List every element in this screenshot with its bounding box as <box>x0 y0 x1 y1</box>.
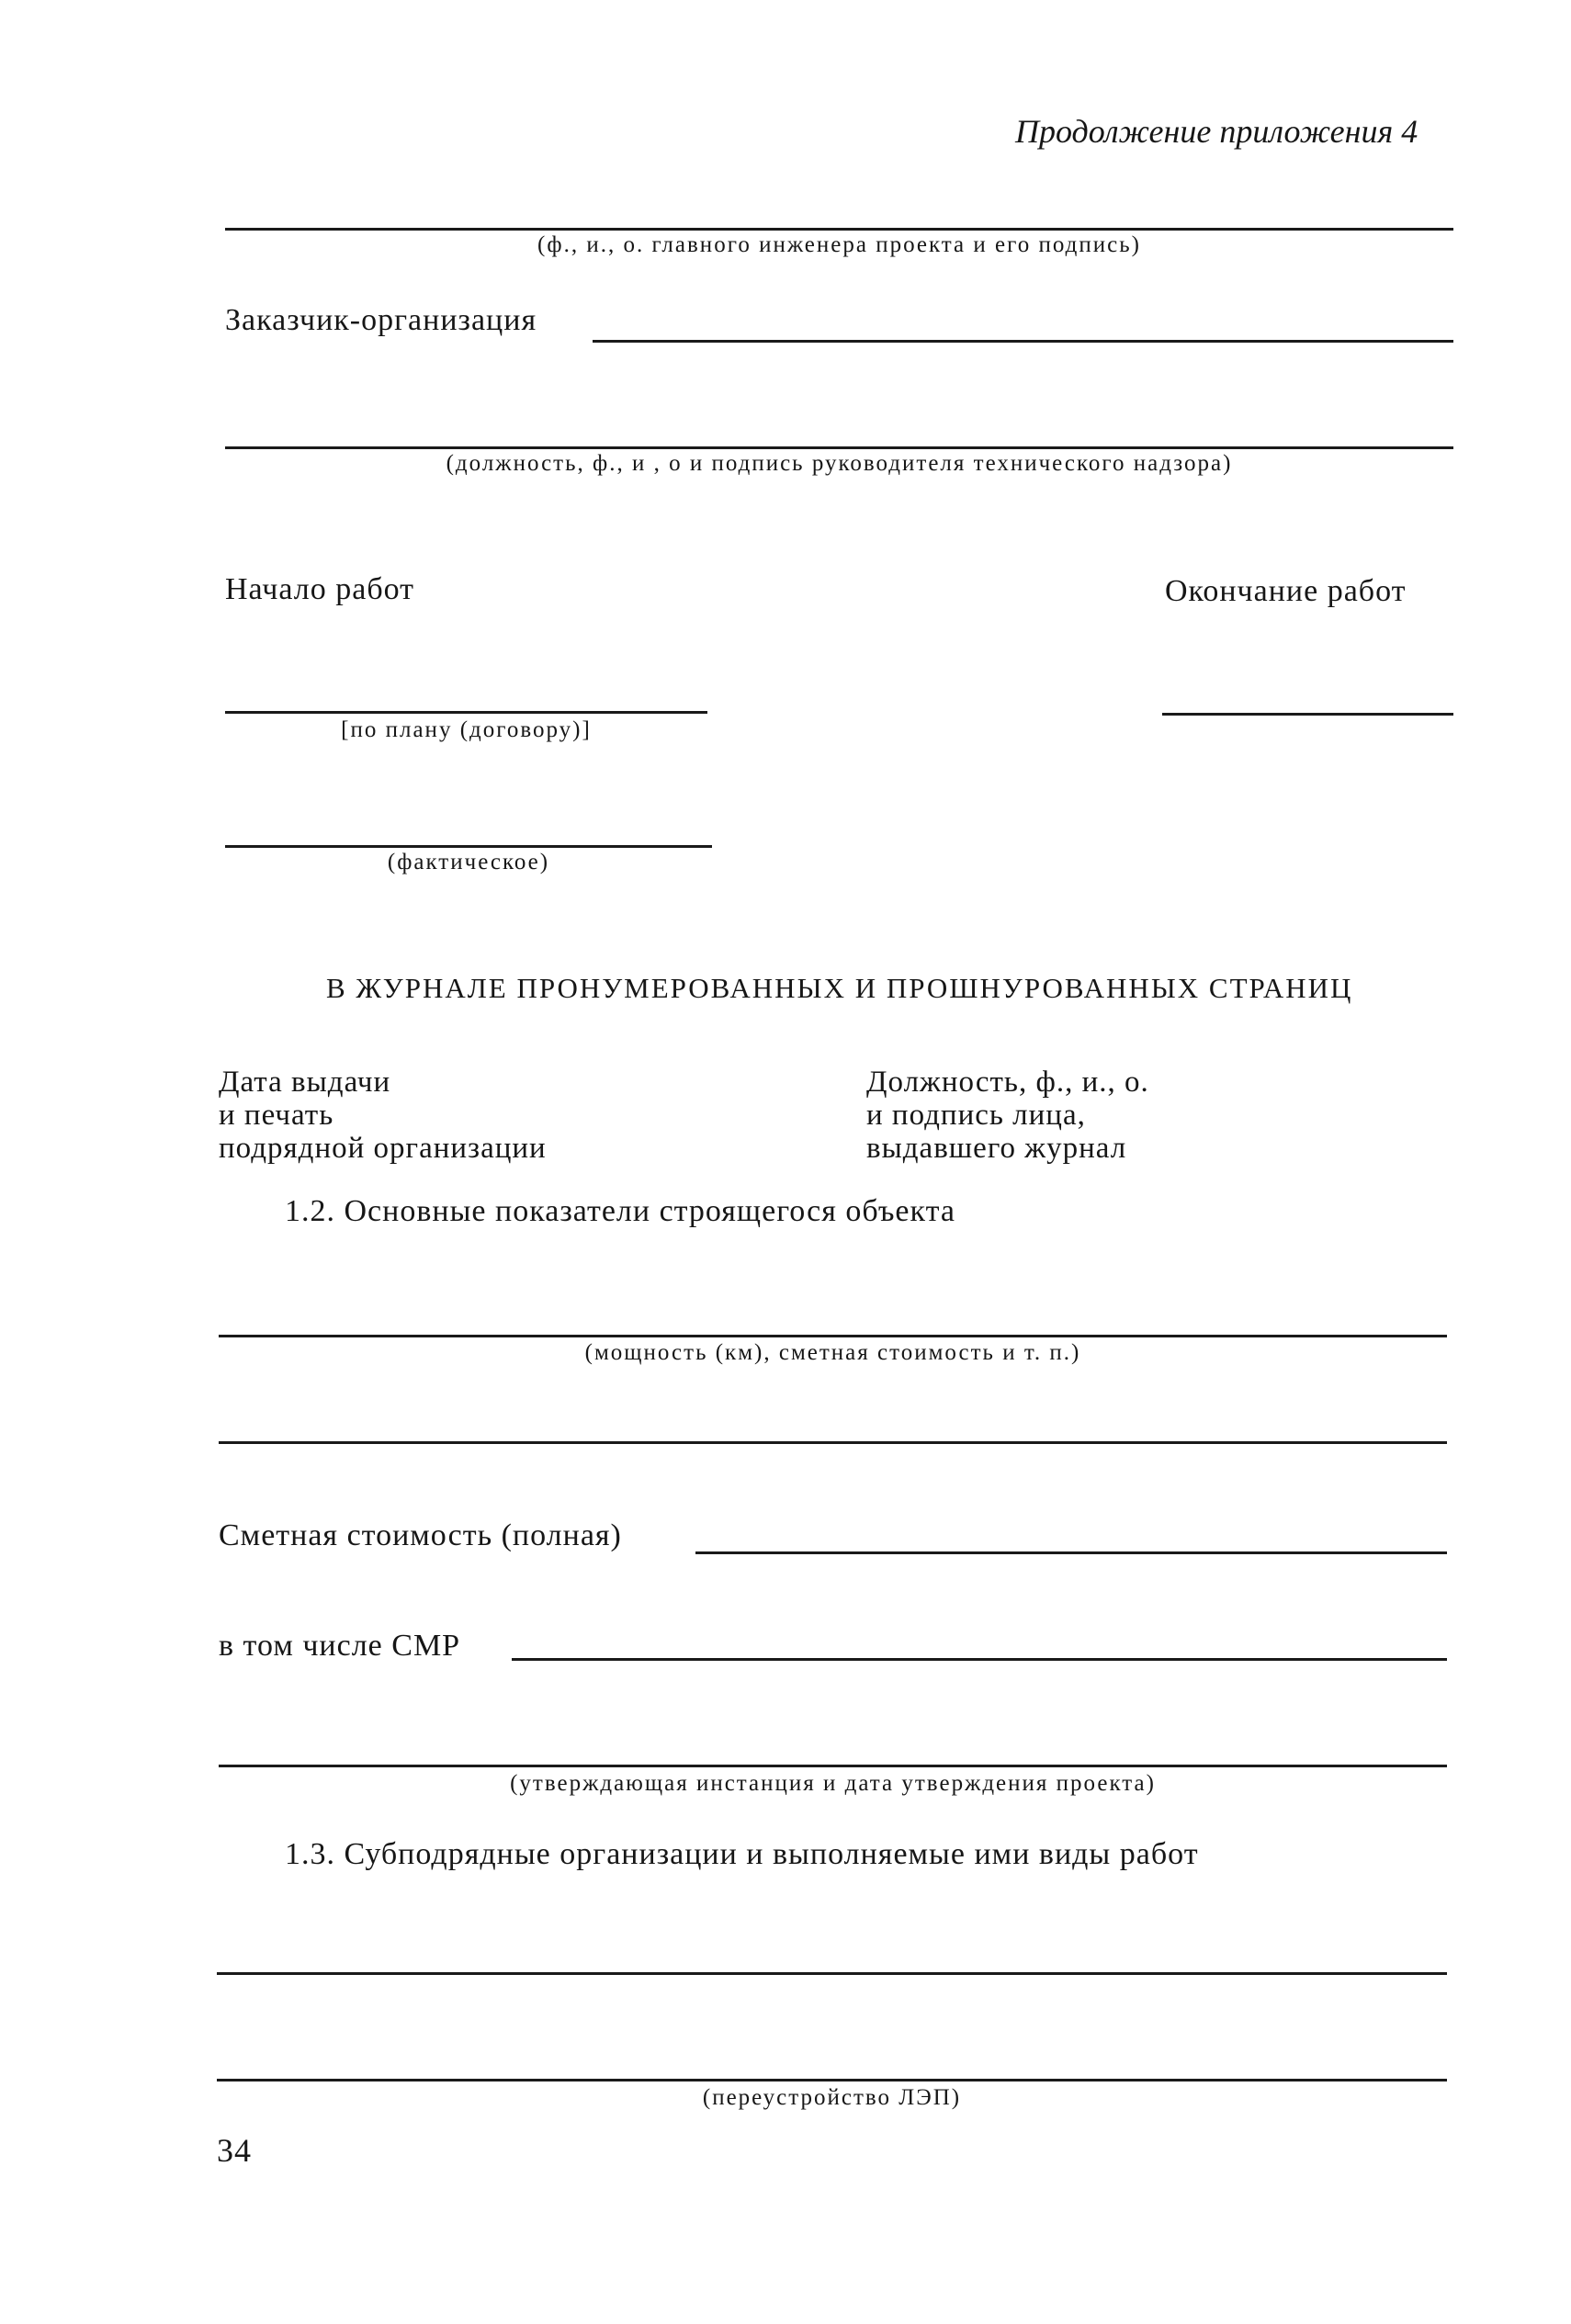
issuer-line-3: выдавшего журнал <box>866 1132 1127 1165</box>
approval-line[interactable] <box>219 1765 1447 1767</box>
customer-organization-line[interactable] <box>593 340 1453 343</box>
cmr-line[interactable] <box>512 1658 1447 1661</box>
issue-date-line-1: Дата выдачи <box>219 1066 391 1099</box>
estimate-cost-line[interactable] <box>695 1551 1447 1554</box>
issue-date-line-3: подрядной организации <box>219 1132 547 1165</box>
line-relocation-caption: (переустройство ЛЭП) <box>702 2085 962 2110</box>
works-end-label: Окончание работ <box>1165 574 1407 608</box>
indicators-extra-line[interactable] <box>219 1441 1447 1444</box>
indicators-caption: (мощность (км), сметная стоимость и т. п.) <box>584 1340 1081 1365</box>
line-relocation-line[interactable] <box>217 2079 1447 2081</box>
estimate-cost-label: Сметная стоимость (полная) <box>219 1518 622 1552</box>
issuer-block <box>866 1066 1149 1165</box>
page-number: 34 <box>217 2132 252 2169</box>
issuer-line-2: и подпись лица, <box>866 1099 1086 1132</box>
customer-organization-label: Заказчик-организация <box>225 303 537 337</box>
issuer-line-1: Должность, ф., и., о. <box>866 1066 1149 1099</box>
subcontractors-line[interactable] <box>217 1972 1447 1975</box>
issue-date-line-2: и печать <box>219 1099 334 1132</box>
chief-engineer-signature-line[interactable] <box>225 228 1453 231</box>
continuation-header: Продолжение приложения 4 <box>1015 113 1418 150</box>
works-start-label: Начало работ <box>225 572 415 606</box>
works-end-line[interactable] <box>1162 713 1453 716</box>
cmr-label: в том числе СМР <box>219 1629 461 1663</box>
works-actual-caption: (фактическое) <box>387 850 550 874</box>
journal-pages-text: В ЖУРНАЛЕ ПРОНУМЕРОВАННЫХ И ПРОШНУРОВАННЫХ СТРАНИЦ <box>326 972 1353 1004</box>
works-start-plan-line[interactable] <box>225 711 707 714</box>
technical-supervision-caption: (должность, ф., и , о и подпись руководителя технического надзора) <box>446 451 1233 476</box>
works-start-actual-line[interactable] <box>225 845 712 848</box>
chief-engineer-caption: (ф., и., о. главного инженера проекта и его подпись) <box>537 232 1141 257</box>
section-1-2-title: 1.2. Основные показатели строящегося объекта <box>285 1194 955 1228</box>
works-plan-caption: [по плану (договору)] <box>341 717 592 742</box>
issue-date-block <box>219 1066 547 1165</box>
approval-caption: (утверждающая инстанция и дата утверждения проекта) <box>510 1771 1156 1796</box>
section-1-3-title: 1.3. Субподрядные организации и выполняемые ими виды работ <box>285 1837 1199 1871</box>
technical-supervision-line[interactable] <box>225 446 1453 449</box>
indicators-line[interactable] <box>219 1335 1447 1337</box>
